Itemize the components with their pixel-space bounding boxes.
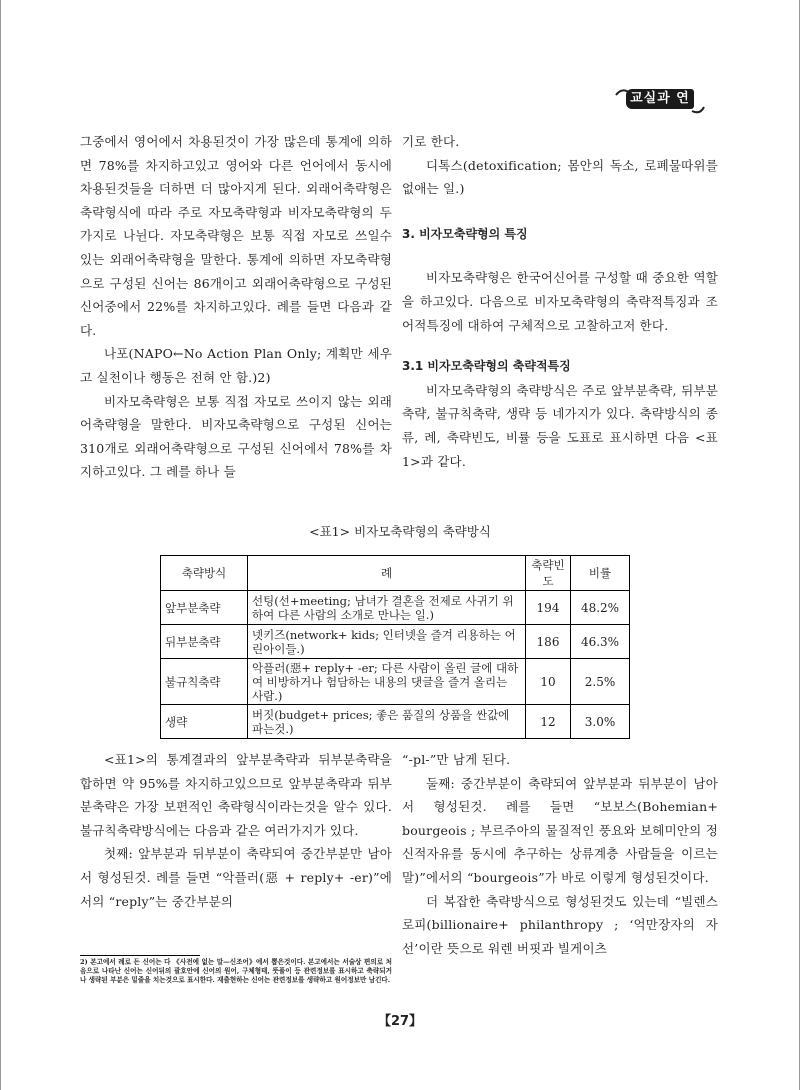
right-column-top [402, 130, 718, 473]
paragraph: 비자모축략형은 보통 직접 자모로 쓰이지 않는 외래어축략형을 말한다. 비자모축략형으로 구성된 신어는 310개로 외래어축략형으로 구성된 신어에서 78%를 차지하고있다. 그 례를 하나 들 [80, 393, 392, 480]
table-row [161, 625, 630, 659]
right-column-bottom [402, 748, 718, 960]
cell-example: 버짓(budget+ prices; 좋은 품질의 상품을 싼값에 파는것.) [248, 705, 526, 739]
table-header-row [161, 556, 630, 591]
section-heading-3: 3. 비자모축략형의 특징 [402, 226, 528, 241]
paragraph: 첫째: 앞부분과 뒤부분이 축략되여 중간부분만 남아서 형성된것. 례를 들면 “악플러(惡 + reply+ -er)”에서의 “reply”는 중간부분의 [80, 846, 392, 909]
cell-example: 넷키즈(network+ kids; 인터넷을 즐겨 리용하는 어린아이들.) [248, 625, 526, 659]
paragraph: 기로 한다. [402, 134, 460, 149]
footnote: 2) 본고에서 례로 든 신어는 다 《사전에 없는 말—신조어》에서 뽑은것이다. 본고에서는 서술상 편의로 처음으로 나타난 신어는 신어뒤의 괄호안에 신어의 원어, 구체형태, 뜻풀이 등 관련정보를 표시하고 축략되거나 생략된 부분은 밑줄을 치는것으로 표시한다. 재출현하는 신어는 관련정보를 생략하고 원어정보만 남긴다. [80, 958, 392, 985]
table-row [161, 705, 630, 739]
cell-example: 악플러(惡+ reply+ -er; 다른 사람이 올린 글에 대하여 비방하거나 험담하는 내용의 댓글을 즐겨 올리는 사람.) [248, 659, 526, 705]
cell-frequency: 186 [526, 625, 571, 659]
header-ratio: 비률 [571, 556, 630, 591]
cell-ratio: 3.0% [571, 705, 630, 739]
table-row [161, 591, 630, 625]
section-heading-3-1: 3.1 비자모축략형의 축략적특징 [402, 359, 571, 374]
cell-frequency: 12 [526, 705, 571, 739]
paragraph: 비자모축략형의 축략방식은 주로 앞부분축략, 뒤부분축략, 불규칙축략, 생략 등 네가지가 있다. 축략방식의 종류, 례, 축략빈도, 비률 등을 도표로 표시하면 다음 <표1>과 같다. [402, 382, 718, 469]
table-row [161, 659, 630, 705]
paragraph: 더 복잡한 축략방식으로 형성된것도 있는데 “빌렌스로피(billionaire+ philanthropy ; ‘억만장자의 자선’이란 뜻으로 워렌 버핏과 빌게이츠 [402, 893, 718, 956]
journal-logo [612, 85, 707, 126]
cell-frequency: 10 [526, 659, 571, 705]
header-frequency: 축략빈도 [526, 556, 571, 591]
example-detox: 디톡스(detoxification; 몸안의 독소, 로폐물따위를 없애는 일.) [402, 157, 718, 197]
cell-method: 뒤부분축략 [161, 625, 248, 659]
footnote-divider [80, 955, 200, 956]
left-column-bottom [80, 748, 392, 913]
paragraph: 그중에서 영어에서 차용된것이 가장 많은데 통계에 의하면 78%를 차지하고있고 영어와 다른 언어에서 동시에 차용된것들을 더하면 더 많아지게 된다. 외래어축략형은 축략형식에 따라 주로 자모축략형과 비자모축략형의 두가지로 나뉜다. 자모축략형은 보통 직접 자모로 쓰일수 있는 외래어축략형을 말한다. 통계에 의하면 자모축략형으로 구성된 신어는 86개이고 외래어축략형으로 구성된 신어중에서 22%를 차지하고있다. 례를 들면 다음과 같다. [80, 134, 392, 338]
left-column-top [80, 130, 392, 484]
cell-ratio: 46.3% [571, 625, 630, 659]
paragraph: <표1>의 통계결과의 앞부분축략과 뒤부분축략을 합하면 약 95%를 차지하고있으므로 앞부분축략과 뒤부분축략은 가장 보편적인 축략형식이라는것을 알수 있다. 불규칙축략방식에는 다음과 같은 여러가지가 있다. [80, 752, 392, 838]
paragraph: “-pl-”만 남게 된다. [402, 752, 511, 767]
cell-example: 선팅(선+meeting; 남녀가 결혼을 전제로 사귀기 위하여 다른 사람의 소개로 만나는 일.) [248, 591, 526, 625]
cell-method: 불규칙축략 [161, 659, 248, 705]
cell-method: 생략 [161, 705, 248, 739]
page-number: 【27】 [377, 1014, 423, 1029]
cell-ratio: 48.2% [571, 591, 630, 625]
cell-frequency: 194 [526, 591, 571, 625]
header-example: 례 [248, 556, 526, 591]
abbreviation-table [160, 555, 630, 739]
paragraph: 둘째: 중간부분이 축략되여 앞부분과 뒤부분이 남아서 형성된것. 례를 들면 “보보스(Bohemian+ bourgeois ; 부르주아의 물질적인 풍요와 보헤미안의 정신적자유를 동시에 추구하는 상류계층 사람들을 이르는 말)”에서의 “bourgeois”가 바로 이렇게 형성된것이다. [402, 775, 718, 885]
journal-logo-text: 교실과 연구 [626, 89, 694, 109]
table-caption: <표1> 비자모축략형의 축략방식 [309, 524, 491, 539]
paragraph: 비자모축략형은 한국어신어를 구성할 때 중요한 역할을 하고있다. 다음으로 비자모축략형의 축략적특징과 조어적특징에 대하여 구체적으로 고찰하고저 한다. [402, 270, 718, 333]
cell-method: 앞부분축략 [161, 591, 248, 625]
header-method: 축략방식 [161, 556, 248, 591]
cell-ratio: 2.5% [571, 659, 630, 705]
example-napo: 나포(NAPO←No Action Plan Only; 계획만 세우고 실천이나 행동은 전혀 안 함.)2) [80, 346, 392, 385]
